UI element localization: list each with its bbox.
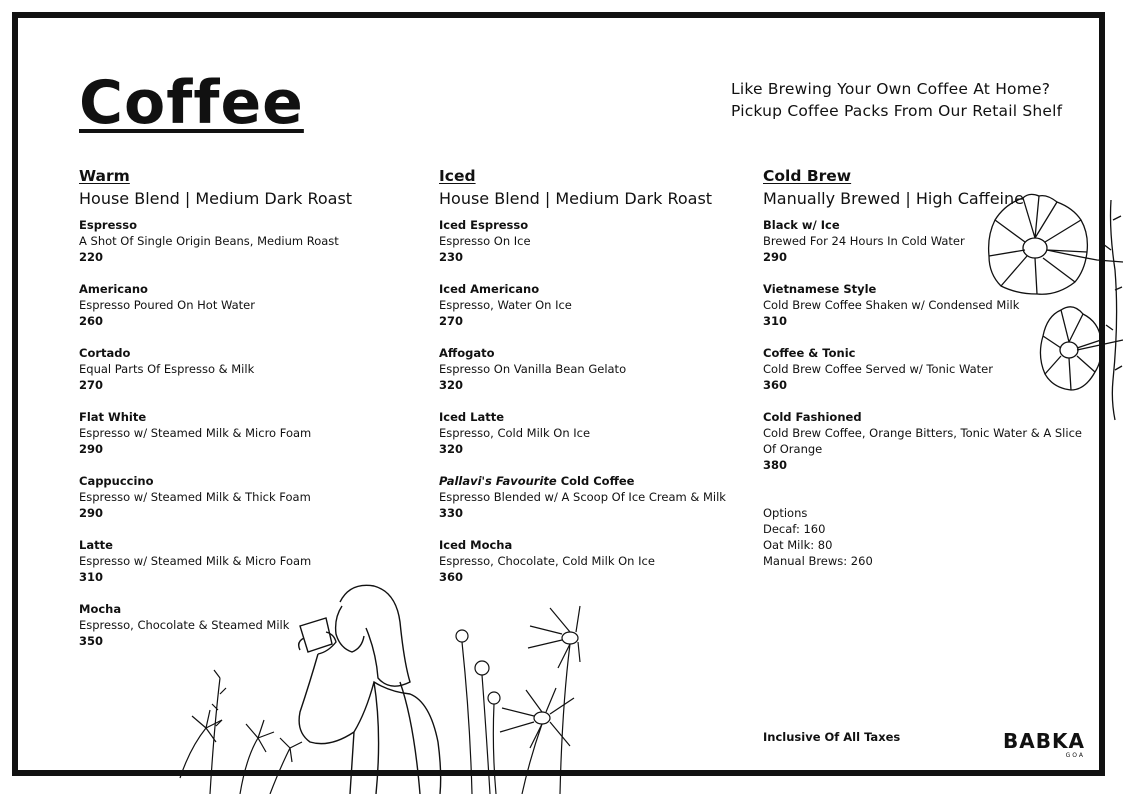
menu-item [439,473,726,521]
tagline-line-1: Like Brewing Your Own Coffee At Home? [731,80,1051,98]
option-decaf: Decaf: 160 [763,522,826,536]
item-name: Coffee & Tonic [763,346,856,360]
menu-item [439,345,726,393]
item-description: Espresso w/ Steamed Milk & Thick Foam [79,490,311,504]
item-name: Iced Espresso [439,218,529,232]
item-price: 290 [79,506,104,520]
taxes-note: Inclusive Of All Taxes [763,730,901,744]
column-subheading: House Blend | Medium Dark Roast [79,189,353,208]
item-description: Espresso Poured On Hot Water [79,298,255,312]
item-description: Espresso, Chocolate & Steamed Milk [79,618,290,632]
item-description: Cold Brew Coffee Served w/ Tonic Water [763,362,993,376]
column-heading: Cold Brew [763,167,852,185]
wildflowers-illustration [150,598,580,794]
item-description: Espresso, Cold Milk On Ice [439,426,591,440]
menu-item [79,345,352,393]
item-name: Espresso [79,218,137,232]
item-description: Espresso On Ice [439,234,531,248]
item-name: Cold Fashioned [763,410,862,424]
branch-stem [1111,200,1117,420]
item-description: Espresso On Vanilla Bean Gelato [439,362,627,376]
item-name: Cortado [79,346,131,360]
item-name: Black w/ Ice [763,218,840,232]
tagline-line-2: Pickup Coffee Packs From Our Retail Shelf [731,102,1063,120]
item-name: Flat White [79,410,147,424]
item-description: Espresso, Water On Ice [439,298,572,312]
item-price: 270 [79,378,104,392]
daisy-flower-small [1040,307,1123,390]
item-name: Cappuccino [79,474,154,488]
item-price: 220 [79,250,104,264]
item-price: 320 [439,442,464,456]
item-name: Iced Mocha [439,538,513,552]
column-heading: Warm [79,167,130,185]
item-name: Iced Latte [439,410,505,424]
options-heading: Options [763,506,808,520]
page-title: Coffee [79,68,304,138]
item-name [439,473,726,489]
item-price: 330 [439,506,464,520]
menu-item [439,409,726,457]
babka-logo [1003,730,1085,759]
menu-item [79,473,352,521]
option-manual-brews: Manual Brews: 260 [763,554,873,568]
item-description: Equal Parts Of Espresso & Milk [79,362,255,376]
menu-item [79,537,352,585]
item-price: 350 [79,634,104,648]
menu-item [79,409,352,457]
menu-item [439,217,726,265]
item-price: 270 [439,314,464,328]
logo-location: GOA [1065,752,1085,759]
item-description: Espresso w/ Steamed Milk & Micro Foam [79,426,312,440]
option-oat-milk: Oat Milk: 80 [763,538,833,552]
lily-flowers-left [180,670,302,794]
item-price: 230 [439,250,464,264]
item-description: Espresso Blended w/ A Scoop Of Ice Cream & Milk [439,490,726,504]
item-description: Cold Brew Coffee, Orange Bitters, Tonic Water & A Slice Of Orange [763,426,1082,456]
item-price: 380 [763,458,788,472]
item-name: Iced Americano [439,282,540,296]
item-name: Mocha [79,602,122,616]
item-description: A Shot Of Single Origin Beans, Medium Roast [79,234,339,248]
item-price: 260 [79,314,104,328]
item-price: 310 [763,314,788,328]
item-name-italic: Pallavi's Favourite [439,474,557,488]
column-heading: Iced [439,167,476,185]
item-price: 290 [79,442,104,456]
item-name: Americano [79,282,148,296]
item-name: Latte [79,538,113,552]
daisy-flowers-bottom [500,606,580,794]
menu-item [439,281,726,329]
column-subheading: House Blend | Medium Dark Roast [439,189,713,208]
menu-item [79,281,352,329]
item-price: 360 [763,378,788,392]
item-name-rest: Cold Coffee [556,474,635,488]
item-description: Espresso, Chocolate, Cold Milk On Ice [439,554,655,568]
item-price: 360 [439,570,464,584]
item-name: Affogato [439,346,495,360]
menu-item [439,537,726,585]
item-description: Cold Brew Coffee Shaken w/ Condensed Milk [763,298,1020,312]
branch-leaves [1103,216,1122,370]
logo-wordmark: BABKA [1003,729,1085,753]
daisy-flowers-illustration [985,190,1123,420]
item-description: Espresso w/ Steamed Milk & Micro Foam [79,554,312,568]
column-subheading: Manually Brewed | High Caffeine [763,189,1024,208]
item-name: Vietnamese Style [763,282,877,296]
small-blossoms [456,630,500,794]
item-description: Brewed For 24 Hours In Cold Water [763,234,965,248]
menu-item [79,217,352,265]
item-price: 320 [439,378,464,392]
menu-column-iced [439,166,726,601]
item-price: 310 [79,570,104,584]
options-list [763,505,873,569]
item-price: 290 [763,250,788,264]
retail-tagline [731,78,1062,122]
